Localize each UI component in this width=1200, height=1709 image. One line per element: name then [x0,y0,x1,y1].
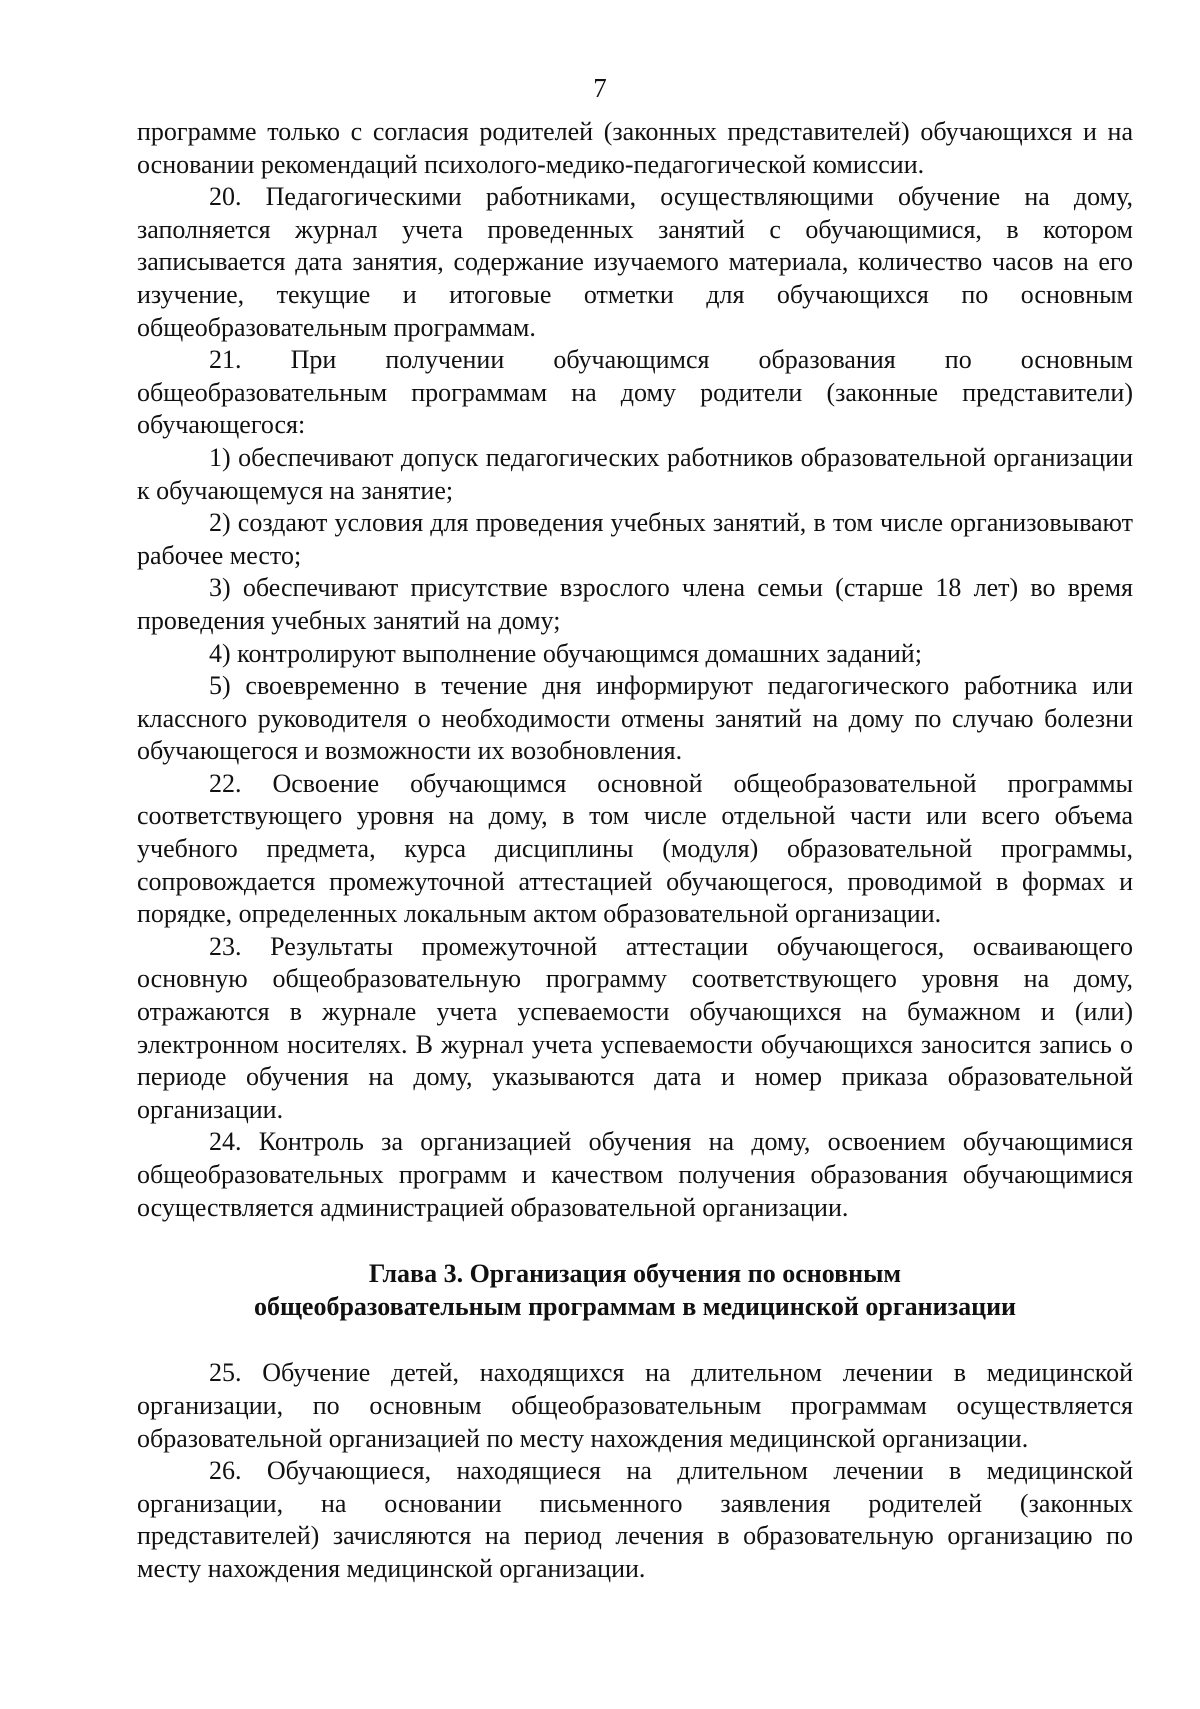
paragraph-26: 26. Обучающиеся, находящиеся на длительном лечении в медицинской организации, на основании письменного заявления родителей (законных представителей) зачисляются на период лечения в образовательную организацию по месту нахождения медицинской организации. [137,1456,1133,1583]
paragraph-23: 23. Результаты промежуточной аттестации обучающегося, осваивающего основную общеобразовательную программу соответствующего уровня на дому, отражаются в журнале учета успеваемости обучающихся на бумажном и (или) электронном носителях. В журнал учета успеваемости обучающихся заносится запись о периоде обучения на дому, указываются дата и номер приказа образовательной организации. [137,931,1133,1124]
list-item-3: 3) обеспечивают присутствие взрослого члена семьи (старше 18 лет) во время проведения учебных занятий на дому; [137,573,1133,635]
page-number: 7 [593,73,607,103]
chapter-heading-line-1: Глава 3. Организация обучения по основным [368,1259,902,1289]
paragraph-20: 20. Педагогическими работниками, осуществляющими обучение на дому, заполняется журнал учета проведенных занятий с обучающимися, в котором записывается дата занятия, содержание изучаемого материала, количество часов на его изучение, текущие и итоговые отметки для обучающихся по основным общеобразовательным программам. [137,182,1133,342]
chapter-heading-line-2: общеобразовательным программам в медицинской организации [253,1291,1017,1321]
chapter-heading [137,1258,1133,1323]
paragraph-21: 21. При получении обучающимся образования по основным общеобразовательным программам на дому родители (законные представители) обучающегося: [137,345,1133,440]
list-item-1: 1) обеспечивают допуск педагогических работников образовательной организации к обучающемуся на занятие; [137,442,1133,505]
list-item-2: 2) создают условия для проведения учебных занятий, в том числе организовывают рабочее место; [137,508,1133,570]
paragraph-continuation: программе только с согласия родителей (законных представителей) обучающихся и на основании рекомендаций психолого-медико-педагогической комиссии. [137,117,1133,179]
list-item-4: 4) контролируют выполнение обучающимся домашних заданий; [209,638,922,668]
paragraph-24: 24. Контроль за организацией обучения на дому, освоением обучающимися общеобразовательных программ и качеством получения образования обучающимися осуществляется администрацией образовательной организации. [137,1127,1133,1222]
list-item-5: 5) своевременно в течение дня информируют педагогического работника или классного руководителя о необходимости отмены занятий на дому по случаю болезни обучающегося и возможности их возобновления. [137,671,1133,766]
document-body [137,116,1133,1586]
paragraph-22: 22. Освоение обучающимся основной общеобразовательной программы соответствующего уровня на дому, в том числе отдельной части или всего объема учебного предмета, курса дисциплины (модуля) образовательной программы, сопровождается промежуточной аттестацией обучающегося, проводимой в формах и порядке, определенных локальным актом образовательной организации. [137,768,1133,929]
paragraph-25: 25. Обучение детей, находящихся на длительном лечении в медицинской организации, по основным общеобразовательным программам осуществляется образовательной организацией по месту нахождения медицинской организации. [137,1358,1133,1453]
